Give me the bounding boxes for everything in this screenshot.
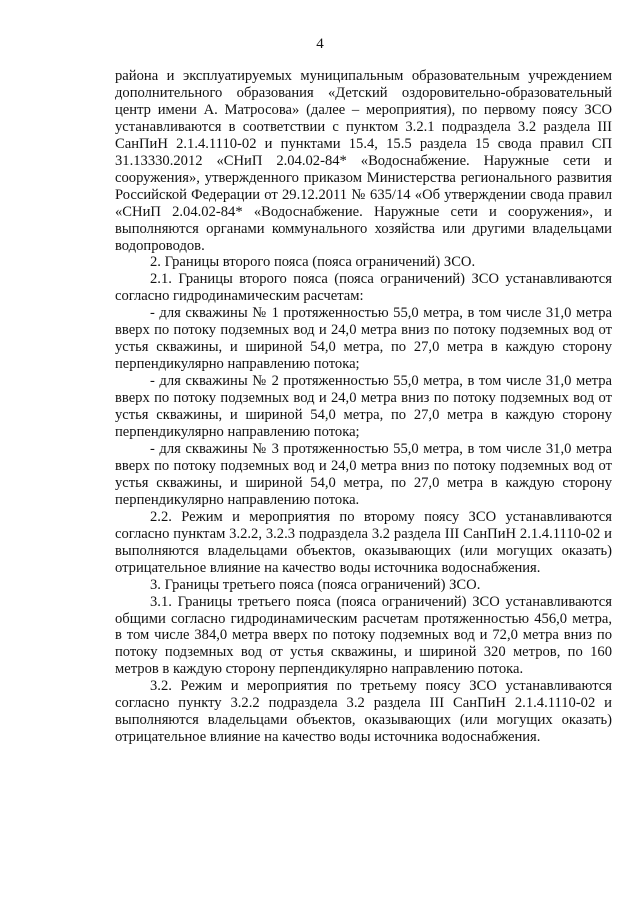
list-item-well-1: - для скважины № 1 протяженностью 55,0 метра, в том числе 31,0 метра вверх по потоку подземных вод и 24,0 метра вниз по потоку подземных вод от устья скважины, и шириной 54,0 метра, по 27,0 метра в каждую сторону перпендикулярно направлению потока;	[115, 305, 612, 373]
heading-third-zone: 3. Границы третьего пояса (пояса ограничений) ЗСО.	[150, 576, 481, 593]
paragraph-second-zone-boundaries: 2.1. Границы второго пояса (пояса ограничений) ЗСО устанавливаются согласно гидродинамическим расчетам:	[115, 271, 612, 305]
heading-second-zone: 2. Границы второго пояса (пояса ограничений) ЗСО.	[150, 254, 476, 271]
paragraph-second-zone-regime: 2.2. Режим и мероприятия по второму поясу ЗСО устанавливаются согласно пунктам 3.2.2, 3.2.3 подраздела 3.2 раздела III СанПиН 2.1.4.1110-02 и выполняются владельцами объектов, оказывающих (или могущих оказать) отрицательное влияние на качество воды источника водоснабжения.	[115, 508, 612, 576]
paragraph-third-zone-boundaries: 3.1. Границы третьего пояса (пояса ограничений) ЗСО устанавливаются общими согласно гидродинамическим расчетам протяженностью 456,0 метра, в том числе 384,0 метра вверх по потоку подземных вод и 72,0 метра вниз по потоку подземных вод от устья скважины, и шириной 320 метров, по 160 метров в каждую сторону перпендикулярно направлению потока.	[115, 593, 612, 678]
document-body	[115, 68, 612, 746]
page-number: 4	[316, 36, 324, 52]
list-item-well-2: - для скважины № 2 протяженностью 55,0 метра, в том числе 31,0 метра вверх по потоку подземных вод и 24,0 метра вниз по потоку подземных вод от устья скважины, и шириной 54,0 метра, по 27,0 метра в каждую сторону перпендикулярно направлению потока;	[115, 373, 612, 441]
list-item-well-3: - для скважины № 3 протяженностью 55,0 метра, в том числе 31,0 метра вверх по потоку подземных вод и 24,0 метра вниз по потоку подземных вод от устья скважины, и шириной 54,0 метра, по 27,0 метра в каждую сторону перпендикулярно направлению потока.	[115, 440, 612, 508]
paragraph-third-zone-regime: 3.2. Режим и мероприятия по третьему поясу ЗСО устанавливаются согласно пункту 3.2.2 подраздела 3.2 раздела III СанПиН 2.1.4.1110-02 и выполняются владельцами объектов, оказывающих (или могущих оказать) отрицательное влияние на качество воды источника водоснабжения.	[115, 678, 612, 746]
paragraph-zone-one-regime: района и эксплуатируемых муниципальным образовательным учреждением дополнительного образования «Детский оздоровительно-образовательный центр имени А. Матросова» (далее – мероприятия), по первому поясу ЗСО устанавливаются в соответствии с пунктом 3.2.1 подраздела 3.2 раздела III СанПиН 2.1.4.1110-02 и пунктами 15.4, 15.5 раздела 15 свода правил СП 31.13330.2012 «СНиП 2.04.02-84* «Водоснабжение. Наружные сети и сооружения», утвержденного приказом Министерства регионального развития Российской Федерации от 29.12.2011 № 635/14 «Об утверждении свода правил «СНиП 2.04.02-84* «Водоснабжение. Наружные сети и сооружения», и выполняются органами коммунального хозяйства или другими владельцами водопроводов.	[115, 68, 612, 254]
